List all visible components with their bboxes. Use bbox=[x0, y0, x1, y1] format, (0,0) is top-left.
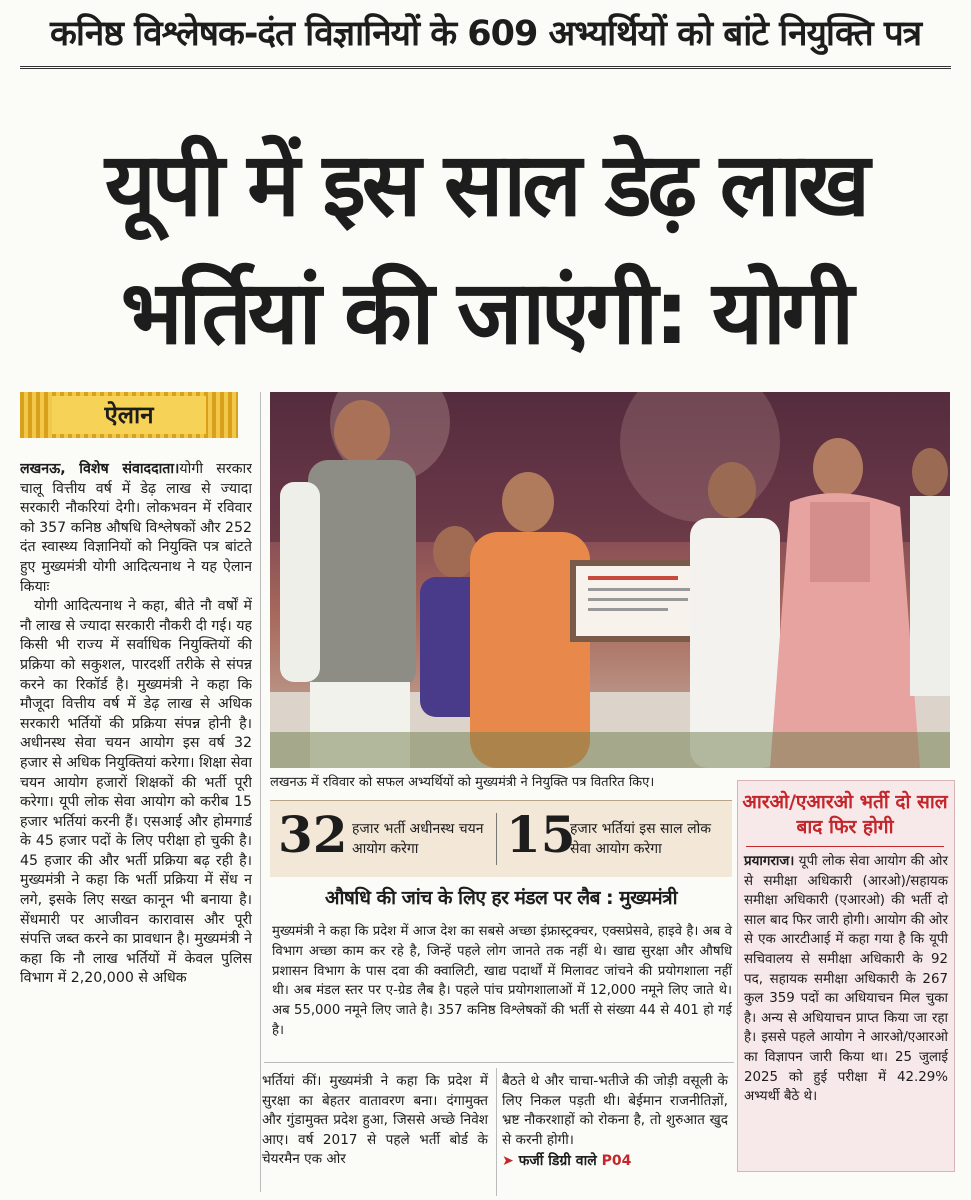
lead-text-1: योगी सरकार चालू वित्तीय वर्ष में डेढ़ लाख से ज्यादा सरकारी नौकरियां देगी। लोकभवन में रविवार को 357 कनिष्ठ औषधि विश्लेषकों और 252 दंत स्वास्थ्य विज्ञानियों को नियुक्ति पत्र बांटते हुए मुख्यमंत्री योगी आदित्यनाथ ने यह ऐलान कियाः bbox=[20, 461, 252, 595]
sub-headline: औषधि की जांच के लिए हर मंडल पर लैब : मुख्यमंत्री bbox=[324, 887, 678, 909]
cont-rule bbox=[264, 1062, 734, 1063]
tag-label: ऐलान bbox=[52, 396, 206, 434]
jump-text: फर्जी डिग्री वाले bbox=[518, 1153, 597, 1170]
stat-divider bbox=[496, 813, 497, 865]
cont-column-2-text: बैठते थे और चाचा-भतीजे की जोड़ी वसूली के लिए निकल पड़ती थी। बेईमान राजनीतिज्ञों, भ्रष्ट नौकरशाहों को रोकना है, तो शुरुआत खुद से करनी होगी। bbox=[502, 1073, 728, 1148]
column-rule bbox=[260, 392, 261, 1192]
stat-1-number: 32 bbox=[278, 805, 348, 864]
stat-1 bbox=[278, 807, 498, 871]
side-dateline: प्रयागराज। bbox=[744, 854, 795, 869]
photo-caption: लखनऊ में रविवार को सफल अभ्यर्थियों को मुख्यमंत्री ने नियुक्ति पत्र वितरित किए। bbox=[270, 775, 655, 790]
lead-dateline: लखनऊ, विशेष संवाददाता। bbox=[20, 461, 180, 477]
news-photo-illustration bbox=[270, 392, 950, 768]
cont-column-rule bbox=[496, 1068, 497, 1196]
lead-column bbox=[20, 460, 252, 1200]
headline-line-2: भर्तियां की जाएंगी: योगी bbox=[120, 261, 851, 364]
cont-column-2 bbox=[502, 1072, 728, 1172]
lead-paragraph-2: योगी आदित्यनाथ ने कहा, बीते नौ वर्षों में नौ लाख से ज्यादा सरकारी नौकरी दी गई। यह किसी भी राज्य में सर्वाधिक नियुक्तियों की प्रक्रिया को सकुशल, पारदर्शी तरीके से संपन्न करने का रिकॉर्ड है। मुख्यमंत्री ने कहा कि मौजूदा वित्तीय वर्ष में डेढ़ लाख से अधिक सरकारी भर्तियों की प्रक्रिया संपन्न होनी है। अधीनस्थ सेवा चयन आयोग इस वर्ष 32 हजार से अधिक नियुक्तियां करेगा। शिक्षा सेवा चयन आयोग हजारों शिक्षकों की भर्ती पूरी करेगा। यूपी लोक सेवा आयोग को करीब 15 हजार भर्तियां करनी हैं। एसआई और होमगार्ड के 45 हजार पदों के लिए परीक्षा हो चुकी है। 45 हजार की और भर्ती प्रक्रिया बढ़ रही है। मुख्यमंत्री ने कहा कि भर्ती प्रक्रिया में सेंध न लगे, इसके लिए सख्त कानून भी बनाया है। सेंधमारी पर आजीवन कारावास और पूरी संपत्ति जब्त करने का प्रावधान है। मुख्यमंत्री ने कहा कि नौ लाख भर्तियों में केवल पुलिस विभाग में 2,20,000 से अधिक bbox=[20, 598, 252, 987]
stat-2-number: 15 bbox=[506, 805, 576, 864]
headline-line-1: यूपी में इस साल डेढ़ लाख bbox=[104, 133, 867, 236]
sub-story: मुख्यमंत्री ने कहा कि प्रदेश में आज देश का सबसे अच्छा इंफ्रास्ट्रक्चर, एक्सप्रेसवे, हाइवे है। अब वे विभाग अच्छा काम कर रहे है, जिन्हें पहले लोग जानते तक नहीं थे। खाद्य सुरक्षा और औषधि प्रशासन विभाग के पास दवा की क्वालिटी, खाद्य पदार्थों में मिलावट जांचने की प्रयोगशाला नहीं थी। अब मंडल स्तर पर ए-ग्रेड लैब है। पहले पांच प्रयोगशालाओं में 12,000 नमूने लिए जाते थे। अब 55,000 नमूने लिए जाते है। 357 कनिष्ठ विश्लेषकों की भर्ती से संख्या 44 से 401 हो गई है। bbox=[272, 924, 732, 1038]
stat-2-text: हजार भर्तियां इस साल लोक सेवा आयोग करेगा bbox=[570, 821, 711, 857]
kicker-headline: कनिष्ठ विश्लेषक-दंत विज्ञानियों के 609 अभ्यर्थियों को बांटे नियुक्ति पत्र bbox=[49, 14, 922, 54]
jump-line bbox=[502, 1152, 728, 1172]
side-headline: आरओ/एआरओ भर्ती दो साल बाद फिर होगी bbox=[742, 791, 948, 838]
stats-box bbox=[270, 800, 732, 877]
kicker-rule bbox=[20, 66, 951, 69]
side-story bbox=[744, 852, 948, 1107]
side-head-rule bbox=[746, 846, 944, 847]
jump-arrow-icon: ➤ bbox=[502, 1153, 514, 1170]
side-text: यूपी लोक सेवा आयोग की ओर से समीक्षा अधिकारी (आरओ)/सहायक समीक्षा अधिकारी (एआरओ) की भर्ती दो साल बाद फिर जारी होगी। आयोग की ओर से एक आरटीआई में कहा गया है कि यूपी सचिवालय से समीक्षा अधिकारी के 92 पद, सहायक समीक्षा अधिकारी के 267 कुल 359 पदों का अधियाचन मिल चुका है। अन्य से अधियाचन प्राप्त किया जा रहा है। इससे पहले आयोग ने आरओ/एआरओ का विज्ञापन जारी किया था। 25 जुलाई 2025 को हुई परीक्षा में 42.29% अभ्यर्थी बैठे थे। bbox=[744, 854, 948, 1105]
news-photo bbox=[270, 392, 950, 768]
jump-page: P04 bbox=[601, 1153, 632, 1170]
cont-column-1: भर्तियां कीं। मुख्यमंत्री ने कहा कि प्रदेश में सुरक्षा का बेहतर वातावरण बना। दंगामुक्त और गुंडामुक्त प्रदेश हुआ, जिससे अच्छे निवेश आए। वर्ष 2017 से पहले भर्ती बोर्ड के चेयरमैन एक ओर bbox=[262, 1073, 488, 1168]
side-paragraph bbox=[744, 852, 948, 1107]
stat-2 bbox=[506, 807, 730, 871]
lead-paragraph-1 bbox=[20, 460, 252, 597]
stat-1-text: हजार भर्ती अधीनस्थ चयन आयोग करेगा bbox=[352, 821, 484, 857]
